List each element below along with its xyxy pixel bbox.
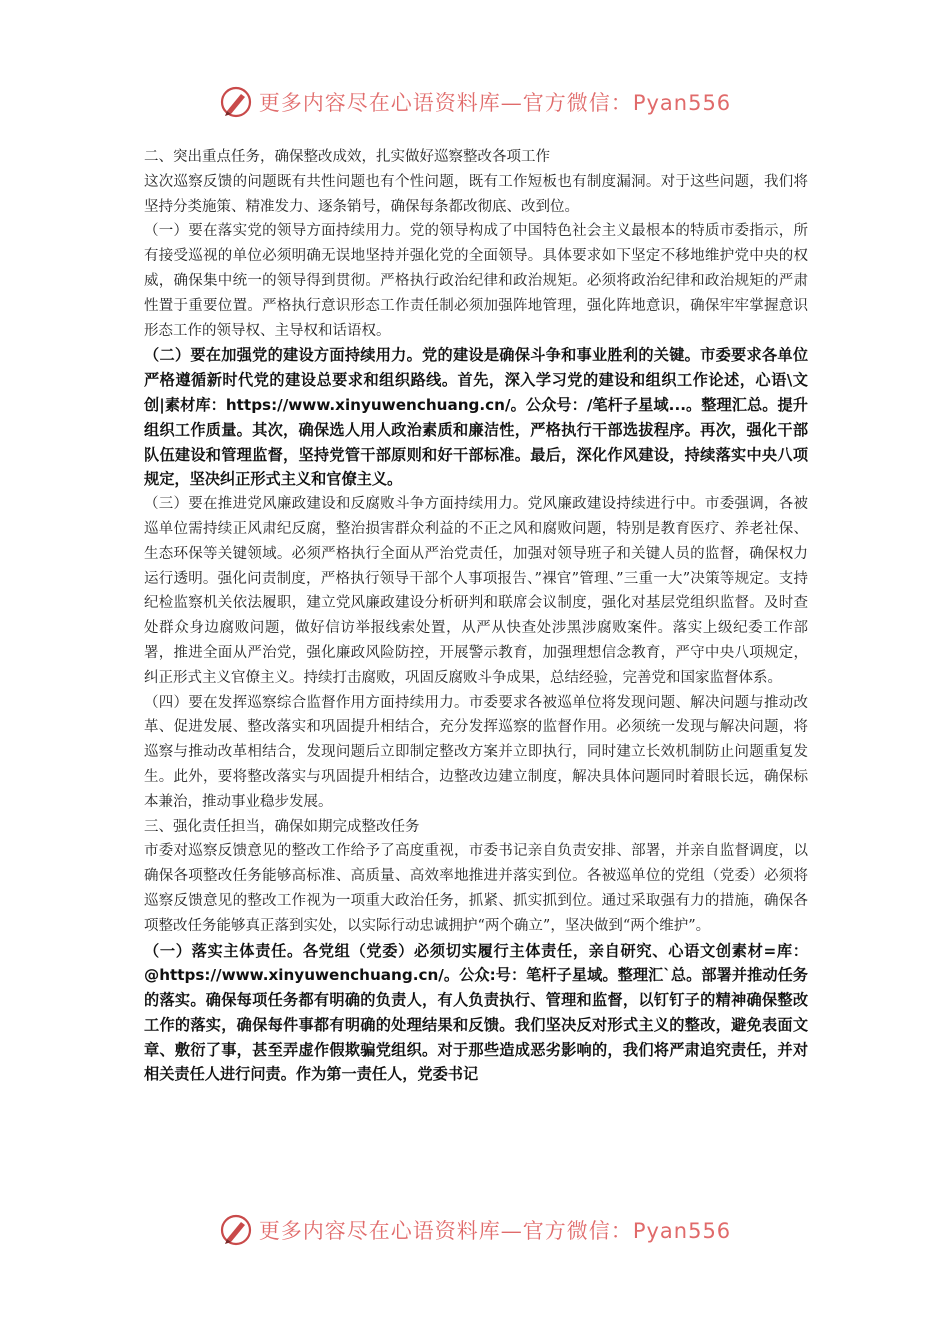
watermark-text: 更多内容尽在心语资料库—官方微信：Pyan556	[258, 91, 732, 115]
paragraph: （三）要在推进党风廉政建设和反腐败斗争方面持续用力。党风廉政建设持续进行中。市委强调，各被巡单位需持续正风肃纪反腐，整治损害群众利益的不正之风和腐败问题，特别是教育医疗、养老社保、生态环保等关键领域。必须严格执行全面从严治党责任，加强对领导班子和关键人员的监督，确保权力运行透明。强化问责制度，严格执行领导干部个人事项报告、”裸官”管理、”三重一大”决策等规定。支持纪检监察机关依法履职，建立党风廉政建设分析研判和联席会议制度，强化对基层党组织监督。及时查处群众身边腐败问题，做好信访举报线索处置，从严从快查处涉黑涉腐败案件。落实上级纪委工作部署，推进全面从严治党，强化廉政风险防控，开展警示教育，加强理想信念教育，严守中央八项规定，纠正形式主义官僚主义。持续打击腐败，巩固反腐败斗争成果，总结经验，完善党和国家监督体系。	[144, 496, 808, 686]
document-body	[144, 145, 808, 1087]
watermark-text: 更多内容尽在心语资料库—官方微信：Pyan556	[258, 1219, 732, 1243]
paragraph-bold: （二）要在加强党的建设方面持续用力。党的建设是确保斗争和事业胜利的关键。市委要求各单位严格遵循新时代党的建设总要求和组织路线。首先，深入学习党的建设和组织工作论述，心语\文创|素材库：https://www.xinyuwenchuang.cn/。公众号：/笔杆子星域...。整理汇总。提升组织工作质量。其次，确保选人用人政治素质和廉洁性，严格执行干部选拔程序。再次，强化干部队伍建设和管理监督，坚持党管干部原则和好干部标准。最后，深化作风建设，持续落实中央八项规定，坚决纠正形式主义和官僚主义。	[144, 346, 808, 489]
paragraph-bold: （一）落实主体责任。各党组（党委）必须切实履行主体责任，亲自研究、心语文创素材=库：@https://www.xinyuwenchuang.cn/。公众:号：笔杆子星域。整理汇`总。部署并推动任务的落实。确保每项任务都有明确的负责人，有人负责执行、管理和监督，以钉钉子的精神确保整改工作的落实，确保每件事都有明确的处理结果和反馈。我们坚决反对形式主义的整改，避免表面文章、敷衍了事，甚至弄虚作假欺骗党组织。对于那些造成恶劣影响的，我们将严肃追究责任，并对相关责任人进行问责。作为第一责任人，党委书记	[144, 941, 808, 1084]
pen-logo-icon	[219, 85, 253, 119]
watermark-banner-bottom	[0, 1210, 950, 1250]
section-heading: 二、突出重点任务，确保整改成效，扎实做好巡察整改各项工作	[144, 149, 550, 165]
paragraph: （四）要在发挥巡察综合监督作用方面持续用力。市委要求各被巡单位将发现问题、解决问题与推动改革、促进发展、整改落实和巩固提升相结合，充分发挥巡察的监督作用。必须统一发现与解决问题，将巡察与推动改革相结合，发现问题后立即制定整改方案并立即执行，同时建立长效机制防止问题重复发生。此外，要将整改落实与巩固提升相结合，边整改边建立制度，解决具体问题同时着眼长远，确保标本兼治，推动事业稳步发展。	[144, 694, 808, 810]
paragraph: 市委对巡察反馈意见的整改工作给予了高度重视，市委书记亲自负责安排、部署，并亲自监督调度，以确保各项整改任务能够高标准、高质量、高效率地推进并落实到位。各被巡单位的党组（党委）必须将巡察反馈意见的整改工作视为一项重大政治任务，抓紧、抓实抓到位。通过采取强有力的措施，确保各项整改任务能够真正落到实处，以实际行动忠诚拥护“两个确立”，坚决做到“两个维护”。	[144, 843, 808, 934]
paragraph: 这次巡察反馈的问题既有共性问题也有个性问题，既有工作短板也有制度漏洞。对于这些问题，我们将坚持分类施策、精准发力、逐条销号，确保每条都改彻底、改到位。	[144, 173, 808, 215]
pen-logo-icon	[219, 1213, 253, 1247]
paragraph: （一）要在落实党的领导方面持续用力。党的领导构成了中国特色社会主义最根本的特质市委指示，所有接受巡视的单位必须明确无误地坚持并强化党的全面领导。具体要求如下坚定不移地维护党中央的权威，确保集中统一的领导得到贯彻。严格执行政治纪律和政治规矩。必须将政治纪律和政治规矩的严肃性置于重要位置。严格执行意识形态工作责任制必须加强阵地管理，强化阵地意识，确保牢牢掌握意识形态工作的领导权、主导权和话语权。	[144, 223, 808, 339]
watermark-banner-top	[0, 82, 950, 122]
section-heading: 三、强化责任担当，确保如期完成整改任务	[144, 818, 420, 835]
